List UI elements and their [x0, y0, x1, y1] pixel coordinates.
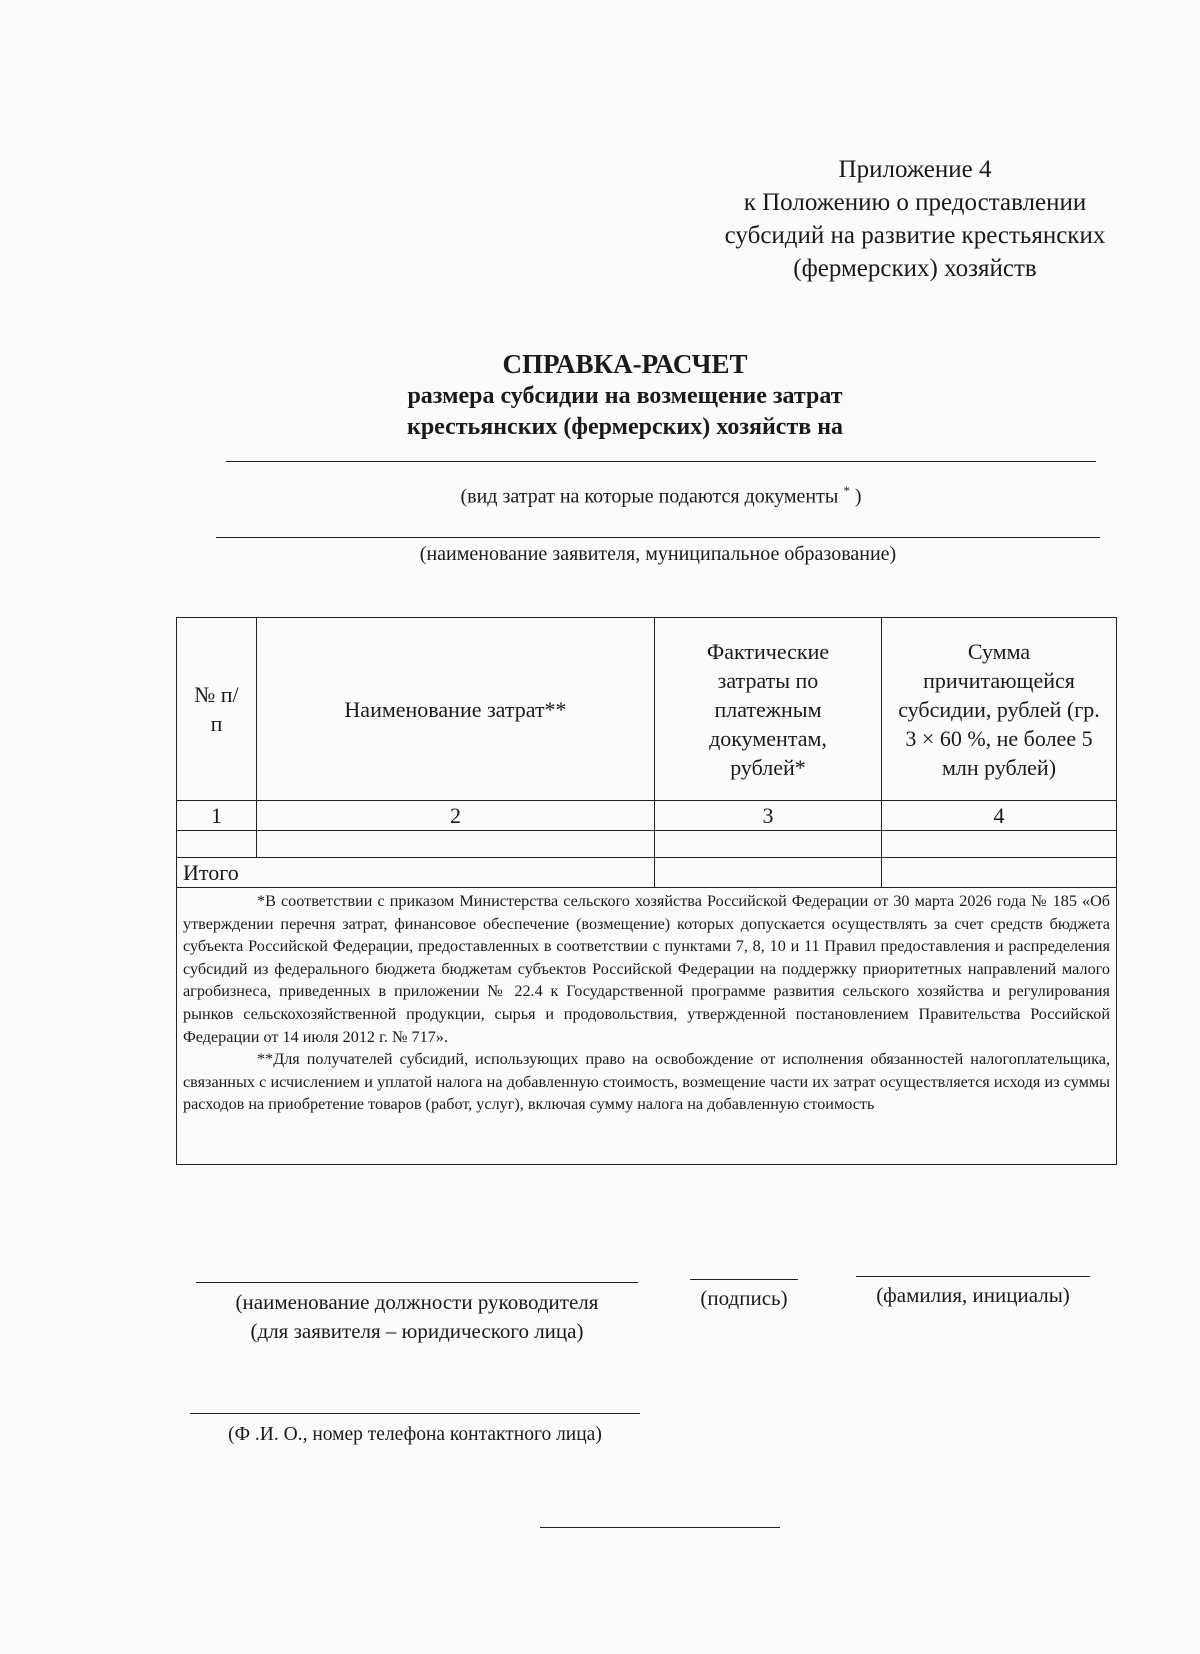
table-cell [882, 831, 1117, 858]
contact-line [190, 1413, 640, 1414]
document-title [330, 347, 920, 443]
table-header-row [177, 618, 1117, 801]
signature-line [690, 1279, 798, 1280]
applicant-caption: (наименование заявителя, муниципальное образование) [419, 543, 897, 565]
position-signature-line [196, 1282, 638, 1283]
total-actual-costs [655, 858, 882, 888]
title-line-2: размера субсидии на возмещение затрат [407, 383, 843, 409]
table-cell [177, 831, 257, 858]
column-number-2: 2 [257, 801, 655, 831]
position-caption [196, 1288, 638, 1346]
total-subsidy [882, 858, 1117, 888]
appendix-line-3: субсидий на развитие крестьянских [724, 222, 1106, 249]
header-actual-costs: Фактические затраты по платежным документам, рублей* [655, 618, 882, 801]
footnote-2: **Для получателей субсидий, использующих право на освобождение от исполнения обязанностей налогоплательщика, связанных с исчислением и уплатой налога на добавленную стоимость, возмещение части их затрат осуществляется исходя из суммы расходов на приобретение товаров (работ, услуг), включая сумму налога на добавленную стоимость [183, 1050, 1110, 1114]
column-number-4: 4 [882, 801, 1117, 831]
appendix-line-2: к Положению о предоставлении [743, 189, 1087, 216]
total-label: Итого [177, 858, 655, 888]
position-caption-line-2: (для заявителя – юридического лица) [250, 1319, 584, 1343]
asterisk-mark: * [843, 483, 850, 498]
bottom-line [540, 1527, 780, 1528]
title-main: СПРАВКА-РАСЧЕТ [502, 349, 748, 379]
header-subsidy-amount: Сумма причитающейся субсидии, рублей (гр. 3 × 60 %, не более 5 млн рублей) [882, 618, 1117, 801]
footnote-1: *В соответствии с приказом Министерства сельского хозяйства Российской Федерации от 30 марта 2026 года № 185 «Об утверждении перечня затрат, финансовое обеспечение (возмещение) которых допускается осуществлять за счет средств бюджета субъекта Российской Федерации, предоставленных в соответствии с пунктами 7, 8, 10 и 11 Правил предоставления и распределения субсидий из федерального бюджета бюджетам субъектов Российской Федерации на поддержку приоритетных направлений малого агробизнеса, приведенных в приложении № 22.4 к Государственной программе развития сельского хозяйства и регулирования рынков сельскохозяйственной продукции, сырья и продовольствия, утвержденной постановлением Правительства Российской Федерации от 14 июля 2012 г. № 717». [183, 892, 1110, 1046]
signature-caption: (подпись) [700, 1286, 788, 1310]
appendix-line-1: Приложение 4 [838, 156, 992, 183]
table-cell [257, 831, 655, 858]
expense-type-caption-close: ) [854, 485, 862, 508]
column-number-1: 1 [177, 801, 257, 831]
expense-type-caption-text: (вид затрат на которые подаются документы [460, 485, 839, 508]
contact-caption: (Ф .И. О., номер телефона контактного лица) [228, 1424, 602, 1445]
position-caption-line-1: (наименование должности руководителя [235, 1290, 599, 1314]
appendix-header [690, 153, 1140, 285]
table-row [177, 831, 1117, 858]
footnotes-row [177, 888, 1117, 1165]
expense-type-line [226, 461, 1096, 462]
name-caption: (фамилия, инициалы) [876, 1283, 1070, 1307]
table-cell [655, 831, 882, 858]
title-line-3: крестьянских (фермерских) хозяйств на [406, 414, 844, 440]
name-signature-line [856, 1276, 1090, 1277]
expense-type-caption [226, 478, 1096, 510]
column-number-3: 3 [655, 801, 882, 831]
footnotes-cell [177, 888, 1117, 1165]
calculation-table [176, 617, 1117, 1165]
total-row [177, 858, 1117, 888]
header-expense-name: Наименование затрат** [257, 618, 655, 801]
applicant-line [216, 537, 1100, 538]
appendix-line-4: (фермерских) хозяйств [793, 255, 1037, 282]
header-number: № п/п [177, 618, 257, 801]
column-numbers-row [177, 801, 1117, 831]
